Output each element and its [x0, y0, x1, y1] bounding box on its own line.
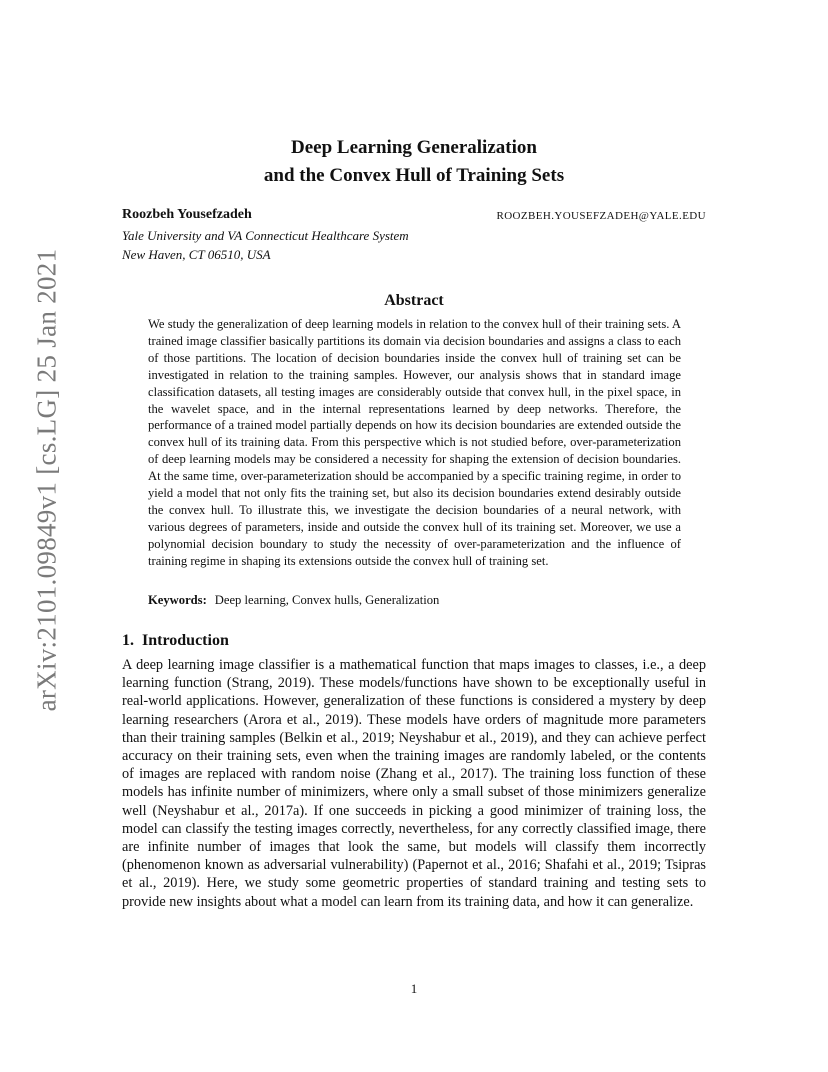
abstract-body [148, 316, 681, 570]
author-affiliation: Yale University and VA Connecticut Healthcare System [122, 228, 409, 243]
section-number: 1. [122, 632, 134, 649]
title-line-1: Deep Learning Generalization [291, 137, 537, 158]
author-name: Roozbeh Yousefzadeh [122, 207, 252, 222]
paper-title [0, 134, 828, 190]
author-row [122, 207, 706, 227]
abstract-text: We study the generalization of deep learning models in relation to the convex hull of their training sets. A trained image classifier basically partitions its domain via decision boundaries and assigns a class to each of those partitions. The location of decision boundaries inside the convex hull of training set can be investigated in relation to the training samples. However, our analysis shows that in standard image classification datasets, all testing images are considerably outside that convex hull, in the pixel space, in the wavelet space, and in the internal representations learned by deep networks. Therefore, the performance of a trained model partially depends on how its decision boundaries are extended outside the convex hull of its training data. From this perspective which is not studied before, over-parameterization of deep learning models may be considered a necessity for shaping the extension of decision boundaries. At the same time, over-parameterization should be accompanied by a specific training regime, in order to yield a model that not only fits the training set, but also its decision boundaries extend desirably outside the convex hull. To illustrate this, we investigate the decision boundaries of a neural network, with various degrees of parameters, inside and outside the convex hull of its training set. Moreover, we use a polynomial decision boundary to study the necessity of over-parameterization and the influence of training regime in shaping its extensions outside the convex hull of training set. [148, 317, 681, 568]
keywords-label: Keywords: [148, 593, 207, 607]
keywords-list: Deep learning, Convex hulls, Generalization [214, 593, 440, 607]
section-title: Introduction [142, 632, 229, 649]
abstract-heading: Abstract [384, 292, 444, 309]
keywords-line [148, 593, 439, 608]
author-email: ROOZBEH.YOUSEFZADEH@YALE.EDU [496, 210, 706, 222]
page-number: 1 [410, 981, 418, 996]
arxiv-identifier-stamp: arXiv:2101.09849v1 [cs.LG] 25 Jan 2021 [31, 248, 62, 712]
title-line-2: and the Convex Hull of Training Sets [263, 165, 565, 186]
author-address: New Haven, CT 06510, USA [122, 247, 271, 262]
introduction-paragraph: A deep learning image classifier is a mathematical function that maps images to classes, i.e., a deep learning function (Strang, 2019). These models/functions have shown to be exceptionally useful in real-world applications. However, generalization of these functions is considered a mystery by deep learning researchers (Arora et al., 2019). These models have orders of magnitude more parameters than their training samples (Belkin et al., 2019; Neyshabur et al., 2019), and they can achieve perfect accuracy on their training sets, even when the training images are randomly labeled, or the contents of images are replaced with random noise (Zhang et al., 2017). The training loss function of these models has infinite number of minimizers, where only a small subset of those minimizers generalize well (Neyshabur et al., 2017a). If one succeeds in picking a good minimizer of training loss, the model can classify the testing images correctly, nevertheless, for any correctly classified image, there are infinite number of images that look the same, but models will classify them incorrectly (phenomenon known as adversarial vulnerability) (Papernot et al., 2016; Shafahi et al., 2019; Tsipras et al., 2019). Here, we study some geometric properties of standard training and testing sets to provide new insights about what a model can learn from its training data, and how it can generalize. [122, 657, 706, 910]
section-heading-introduction [122, 632, 229, 650]
introduction-body [122, 656, 706, 911]
